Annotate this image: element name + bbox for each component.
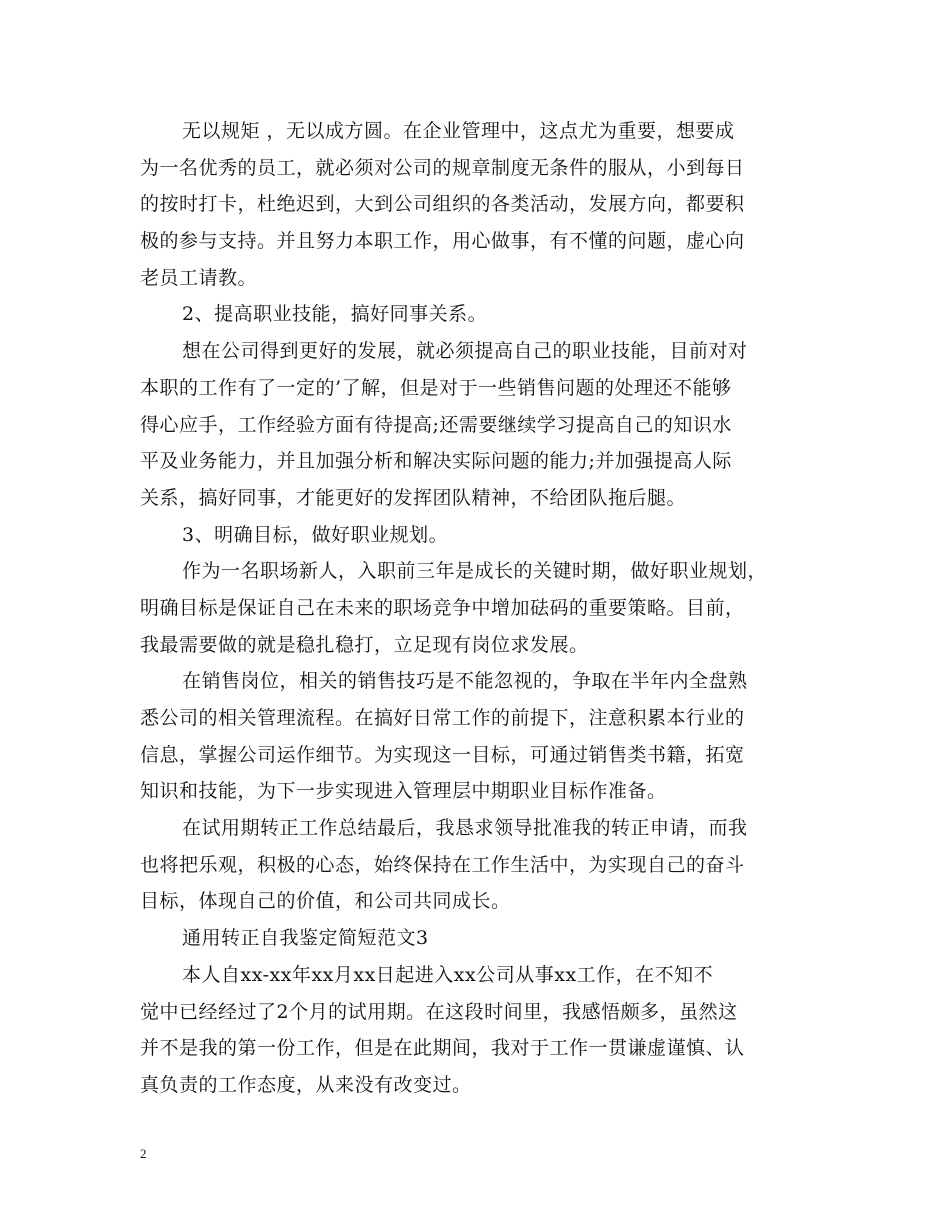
- paragraph-line: 作为一名职场新人，入职前三年是成长的关键时期，做好职业规划，: [182, 560, 768, 583]
- paragraph-line: 悉公司的相关管理流程。在搞好日常工作的前提下，注意积累本行业的: [140, 707, 745, 729]
- document-body: [140, 113, 830, 1104]
- paragraph-line: 真负责的工作态度，从来没有改变过。: [140, 1073, 472, 1096]
- section-heading: 3、明确目标，做好职业规划。: [182, 523, 449, 546]
- paragraph-line: 并不是我的第一份工作，但是在此期间，我对于工作一贯谦虚谨慎、认: [140, 1037, 745, 1060]
- paragraph-line: 目标，体现自己的价值，和公司共同成长。: [140, 890, 511, 913]
- paragraph-line: 关系，搞好同事，才能更好的发挥团队精神，不给团队拖后腿。: [140, 486, 687, 509]
- paragraph-line: 老员工请教。: [140, 266, 258, 289]
- paragraph-line: 信息，掌握公司运作细节。为实现这一目标，可通过销售类书籍，拓宽: [140, 743, 745, 766]
- paragraph-line: 为一名优秀的员工，就必须对公司的规章制度无条件的服从，小到每日: [140, 156, 745, 179]
- paragraph-line: 在试用期转正工作总结最后，我恳求领导批准我的转正申请，而我: [182, 817, 748, 840]
- paragraph-line: 的按时打卡，杜绝迟到，大到公司组织的各类活动，发展方向，都要积: [140, 193, 745, 216]
- page-number: 2: [140, 1146, 147, 1161]
- paragraph-line: 得心应手，工作经验方面有待提高;还需要继续学习提高自己的知识水: [140, 413, 732, 436]
- paragraph-line: 在销售岗位，相关的销售技巧是不能忽视的，争取在半年内全盘熟: [182, 670, 748, 693]
- paragraph-line: 本人自xx-xx年xx月xx日起进入xx公司从事xx工作，在不知不: [182, 963, 714, 986]
- paragraph-line: 想在公司得到更好的发展，就必须提高自己的职业技能，目前对对: [182, 340, 748, 363]
- paragraph-line: 知识和技能，为下一步实现进入管理层中期职业目标作准备。: [140, 780, 667, 803]
- paragraph-line: 明确目标是保证自己在未来的职场竞争中增加砝码的重要策略。目前，: [140, 596, 745, 619]
- paragraph-line: 觉中已经经过了2个月的试用期。在这段时间里，我感悟颇多，虽然这: [140, 1000, 738, 1023]
- section-heading: 2、提高职业技能，搞好同事关系。: [182, 303, 488, 326]
- paragraph-line: 我最需要做的就是稳扎稳打，立足现有岗位求发展。: [140, 633, 589, 656]
- paragraph-line: 也将把乐观，积极的心态，始终保持在工作生活中，为实现自己的奋斗: [140, 853, 745, 876]
- paragraph-line: 本职的工作有了一定的’了解，但是对于一些销售问题的处理还不能够: [140, 376, 732, 399]
- section-title: 通用转正自我鉴定简短范文3: [182, 927, 429, 950]
- paragraph-line: 平及业务能力，并且加强分析和解决实际问题的能力;并加强提高人际: [140, 450, 732, 473]
- paragraph-line: 无以规矩 ，无以成方圆。在企业管理中，这点尤为重要，想要成: [182, 120, 735, 142]
- paragraph-line: 极的参与支持。并且努力本职工作，用心做事，有不懂的问题，虚心向: [140, 230, 745, 253]
